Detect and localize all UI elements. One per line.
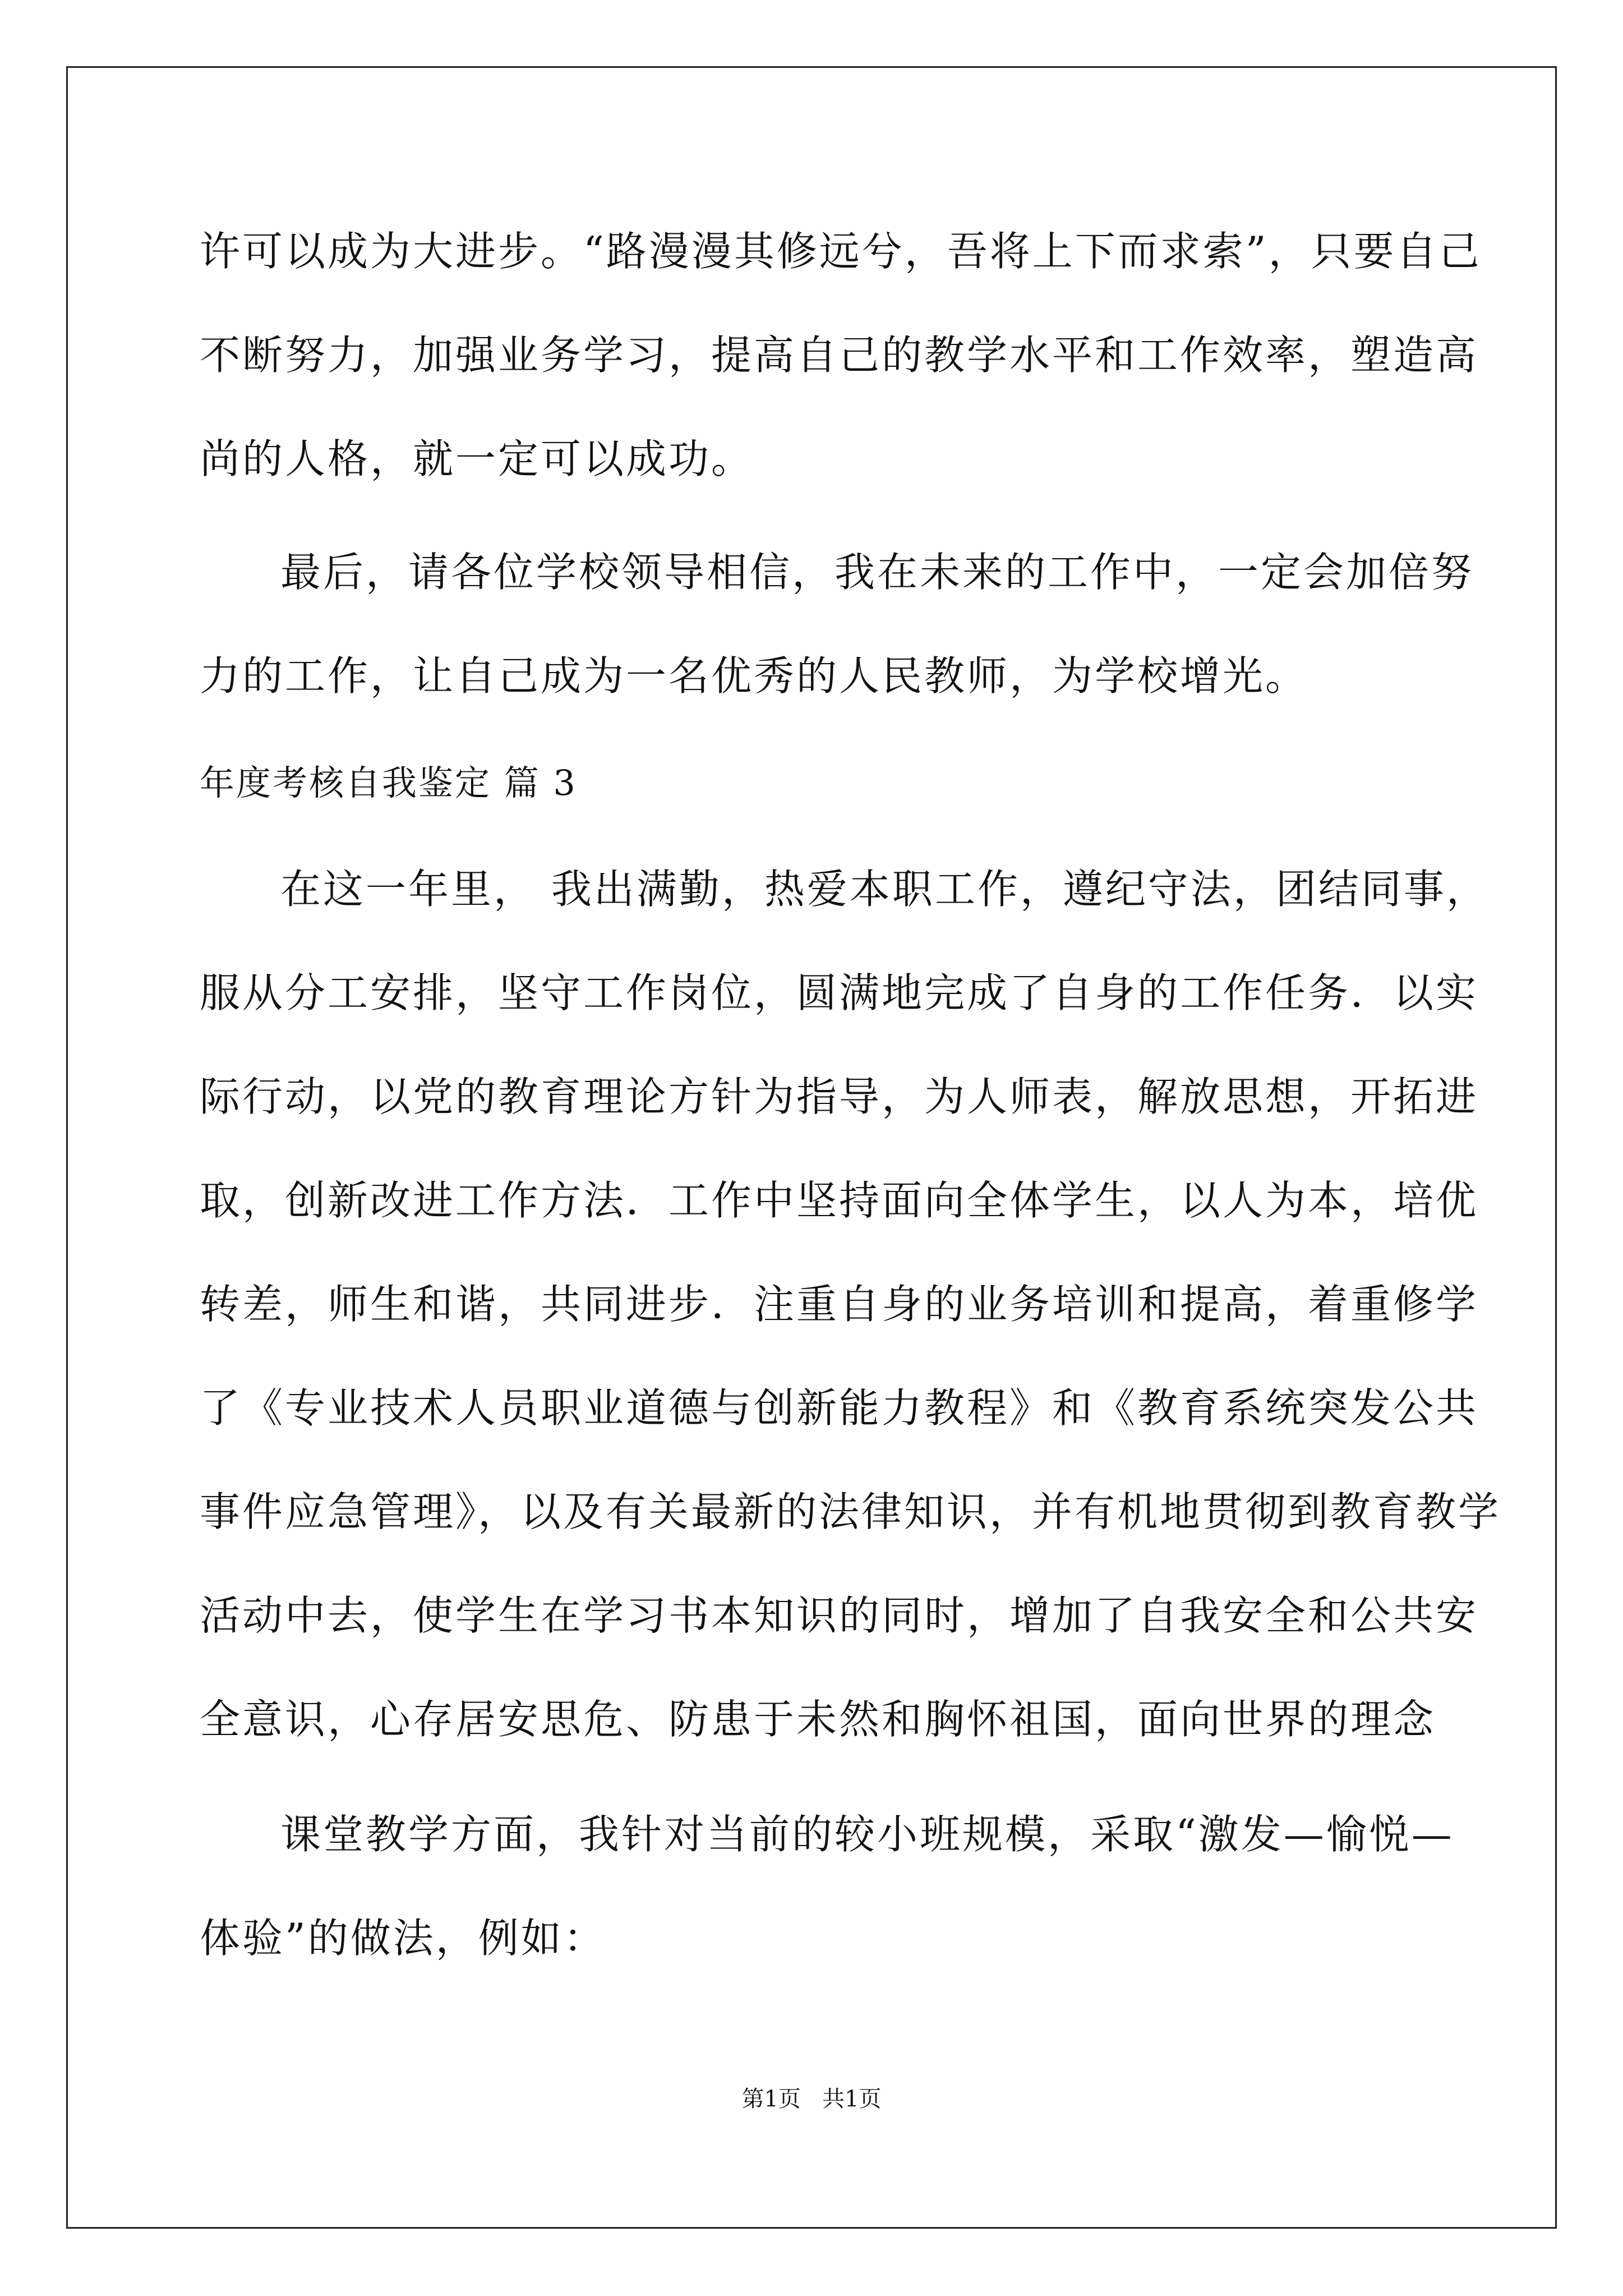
- text-line-10: 取，创新改进工作方法．工作中坚持面向全体学生，以人为本，培优: [200, 1177, 1479, 1224]
- text-line-8: 服从分工安排，坚守工作岗位，圆满地完成了自身的工作任务．以实: [200, 969, 1479, 1016]
- text-line-5: 力的工作，让自己成为一名优秀的人民教师，为学校增光。: [200, 652, 1308, 700]
- page-number-footer: 第1页 共1页: [741, 2086, 882, 2112]
- text-line-16: 课堂教学方面，我针对当前的较小班规模，采取“激发—愉悦—: [280, 1811, 1454, 1858]
- text-line-15: 全意识，心存居安思危、防患于未然和胸怀祖国，面向世界的理念: [200, 1696, 1436, 1743]
- page-border: [66, 66, 1557, 2229]
- section-heading: 年度考核自我鉴定 篇 3: [200, 762, 577, 803]
- text-line-3: 尚的人格，就一定可以成功。: [200, 435, 754, 482]
- text-line-14: 活动中去，使学生在学习书本知识的同时，增加了自我安全和公共安: [200, 1592, 1479, 1639]
- text-line-11: 转差，师生和谐，共同进步．注重自身的业务培训和提高，着重修学: [200, 1281, 1479, 1328]
- text-line-12: 了《专业技术人员职业道德与创新能力教程》和《教育系统突发公共: [200, 1384, 1479, 1432]
- text-line-13: 事件应急管理》，以及有关最新的法律知识，并有机地贯彻到教育教学: [200, 1488, 1501, 1535]
- text-line-9: 际行动，以党的教育理论方针为指导，为人师表，解放思想，开拓进: [200, 1073, 1479, 1120]
- text-line-2: 不断努力，加强业务学习，提高自己的教学水平和工作效率，塑造高: [200, 332, 1479, 379]
- text-line-4: 最后，请各位学校领导相信，我在未来的工作中，一定会加倍努: [280, 549, 1474, 596]
- text-line-7: 在这一年里， 我出满勤，热爱本职工作，遵纪守法，团结同事，: [280, 866, 1489, 913]
- text-line-1: 许可以成为大进步。“路漫漫其修远兮，吾将上下而求索”，只要自己: [200, 228, 1482, 275]
- text-line-17: 体验”的做法，例如：: [200, 1915, 606, 1962]
